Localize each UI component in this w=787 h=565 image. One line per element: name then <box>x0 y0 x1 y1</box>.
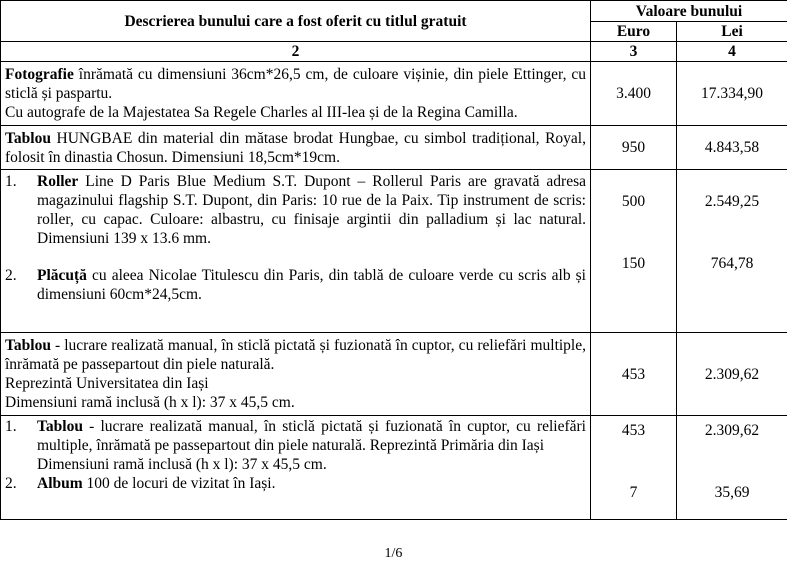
value-lei: 17.334,90 <box>677 62 787 126</box>
value-euro: 453 <box>591 333 677 416</box>
item-title: Fotografie <box>5 66 74 83</box>
item-text: - lucrare realizată manual, în sticlă pictată și fuzionată în cuptor, cu reliefări multiple, înrămată pe passepartout din piele naturală. <box>5 337 586 373</box>
value-lei <box>677 170 787 333</box>
value-lei-2: 35,69 <box>714 484 750 501</box>
list-item <box>5 172 586 248</box>
value-euro: 950 <box>591 126 677 170</box>
list-item <box>5 417 586 474</box>
page-number: 1/6 <box>384 546 403 561</box>
value-lei: 2.309,62 <box>677 333 787 416</box>
table-row <box>1 126 787 170</box>
value-lei: 4.843,58 <box>677 126 787 170</box>
value-euro <box>591 416 677 520</box>
list-number: 1. <box>5 173 17 190</box>
item-text: înrămată cu dimensiuni 36cm*26,5 cm, de culoare vișinie, din piele Ettinger, cu sticlă și paspartu. <box>5 66 586 102</box>
item-title: Tablou <box>5 129 51 147</box>
item-title: Tablou <box>5 337 51 354</box>
table-row <box>1 170 787 333</box>
header-value: Valoare bunului <box>591 1 787 22</box>
item-title: Plăcuță <box>37 267 87 284</box>
list-item <box>5 474 586 493</box>
header-euro: Euro <box>591 22 677 42</box>
item-note: Reprezintă Universitatea din Iași <box>5 375 209 392</box>
column-number-2: 2 <box>1 42 591 62</box>
value-euro-1: 500 <box>621 193 646 210</box>
item-text: Line D Paris Blue Medium S.T. Dupont – Rollerul Paris are gravată adresa magazinului flagship S.T. Dupont, din Paris: 10 rue de la Paix. Tip instrument de scris: roller, cu capac. Culoare: albastru, cu finisaje argintii din palladium și lac natural. Dimensiuni 139 x 13.6 mm. <box>37 173 586 247</box>
item-dimensions: Dimensiuni ramă inclusă (h x l): 37 x 45,5 cm. <box>37 456 327 473</box>
value-euro <box>591 170 677 333</box>
item-note: Cu autografe de la Majestatea Sa Regele Charles al III-lea și de la Regina Camilla. <box>5 104 518 121</box>
value-euro: 3.400 <box>591 62 677 126</box>
item-text: - lucrare realizată manual, în sticlă pictată și fuzionată în cuptor, cu reliefări multiple, înrămată pe passepartout din piele naturală. Reprezintă Primăria din Iași <box>37 418 586 454</box>
item-title: Roller <box>37 173 79 190</box>
item-description <box>1 170 591 333</box>
value-lei-2: 764,78 <box>710 255 754 272</box>
value-lei-1: 2.309,62 <box>704 422 760 439</box>
list-number: 1. <box>5 418 17 435</box>
column-number-4: 4 <box>677 42 787 62</box>
table-row <box>1 416 787 520</box>
header-lei: Lei <box>677 22 787 42</box>
value-euro-2: 7 <box>629 484 638 501</box>
item-text: HUNGBAE din material din mătase brodat Hungbae, cu simbol tradițional, Royal, folosit în dinastia Chosun. Dimensiuni 18,5cm*19cm. <box>5 129 586 166</box>
list-item <box>5 266 586 304</box>
item-description <box>1 126 591 170</box>
value-euro-1: 453 <box>621 422 646 439</box>
value-euro-2: 150 <box>621 255 646 272</box>
value-lei <box>677 416 787 520</box>
table-row <box>1 333 787 416</box>
item-text: 100 de locuri de vizitat în Iași. <box>82 475 276 492</box>
item-description <box>1 416 591 520</box>
item-title: Tablou <box>37 418 83 435</box>
item-text: cu aleea Nicolae Titulescu din Paris, din tablă de culoare verde cu scris alb și dimensiuni 60cm*24,5cm. <box>37 267 586 303</box>
item-dimensions: Dimensiuni ramă inclusă (h x l): 37 x 45,5 cm. <box>5 394 295 411</box>
column-number-3: 3 <box>591 42 677 62</box>
value-lei-1: 2.549,25 <box>704 193 760 210</box>
item-title: Album <box>37 475 83 492</box>
header-description: Descrierea bunului care a fost oferit cu titlul gratuit <box>1 1 591 42</box>
table-row <box>1 62 787 126</box>
item-description <box>1 62 591 126</box>
list-number: 2. <box>5 475 17 492</box>
list-number: 2. <box>5 267 17 284</box>
item-description <box>1 333 591 416</box>
